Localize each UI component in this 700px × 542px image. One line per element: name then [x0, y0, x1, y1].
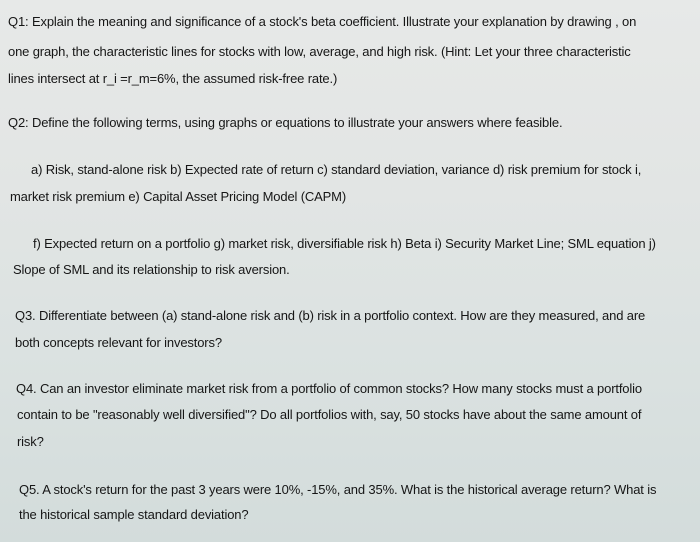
q2-item-j-line: Slope of SML and its relationship to risk aversion. — [13, 262, 290, 277]
q2-item-a-line: a) Risk, stand-alone risk b) Expected rate of return c) standard deviation, variance d) risk premium for stock i, — [31, 162, 642, 177]
q5-line-2: the historical sample standard deviation? — [19, 507, 249, 522]
q2-line-1: Q2: Define the following terms, using graphs or equations to illustrate your answers where feasible. — [8, 115, 563, 130]
q1-line-3: lines intersect at r_i =r_m=6%, the assumed risk-free rate.) — [8, 71, 338, 86]
q1-line-1: Q1: Explain the meaning and significance of a stock's beta coefficient. Illustrate your explanation by drawing , on — [8, 14, 637, 29]
q3-line-2: both concepts relevant for investors? — [15, 335, 222, 350]
q2-item-e-line: market risk premium e) Capital Asset Pricing Model (CAPM) — [10, 189, 347, 204]
q4-line-3: risk? — [17, 434, 44, 449]
q1-line-2: one graph, the characteristic lines for stocks with low, average, and high risk. (Hint: Let your three characteristic — [8, 44, 631, 59]
q4-line-2: contain to be "reasonably well diversified"? Do all portfolios with, say, 50 stocks have about the same amount of — [17, 407, 642, 422]
q4-line-1: Q4. Can an investor eliminate market risk from a portfolio of common stocks? How many stocks must a portfolio — [16, 381, 642, 396]
q2-item-f-line: f) Expected return on a portfolio g) market risk, diversifiable risk h) Beta i) Security Market Line; SML equation j) — [33, 236, 656, 251]
q3-line-1: Q3. Differentiate between (a) stand-alone risk and (b) risk in a portfolio context. How are they measured, and are — [15, 308, 646, 323]
q5-line-1: Q5. A stock's return for the past 3 years were 10%, -15%, and 35%. What is the historical average return? What is — [19, 482, 657, 497]
